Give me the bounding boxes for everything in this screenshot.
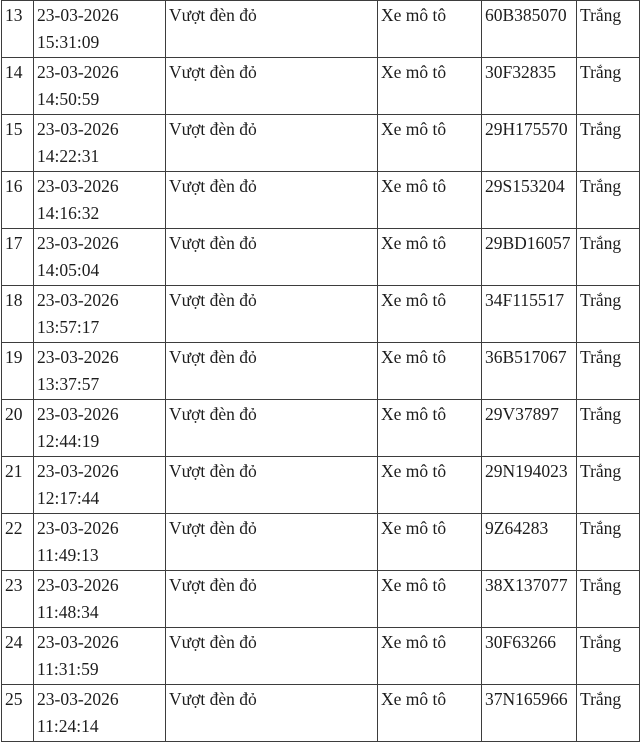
cell-vehicle-color: Trắng bbox=[577, 514, 640, 571]
cell-vehicle-color: Trắng bbox=[577, 343, 640, 400]
cell-violation: Vượt đèn đỏ bbox=[166, 58, 378, 115]
violation-time: 14:05:04 bbox=[37, 260, 100, 280]
cell-row-number: 13 bbox=[2, 1, 34, 58]
cell-license-plate: 29V37897 bbox=[482, 400, 577, 457]
cell-row-number: 22 bbox=[2, 514, 34, 571]
cell-vehicle-color: Trắng bbox=[577, 286, 640, 343]
cell-datetime bbox=[34, 685, 166, 742]
violation-time: 13:37:57 bbox=[37, 374, 100, 394]
cell-vehicle-type: Xe mô tô bbox=[378, 400, 482, 457]
violation-date: 23-03-2026 bbox=[37, 176, 119, 196]
cell-datetime bbox=[34, 343, 166, 400]
cell-vehicle-type: Xe mô tô bbox=[378, 286, 482, 343]
violation-time: 15:31:09 bbox=[37, 32, 100, 52]
cell-license-plate: 29BD16057 bbox=[482, 229, 577, 286]
cell-datetime bbox=[34, 514, 166, 571]
cell-datetime bbox=[34, 115, 166, 172]
cell-violation: Vượt đèn đỏ bbox=[166, 343, 378, 400]
cell-row-number: 23 bbox=[2, 571, 34, 628]
table-row bbox=[2, 571, 640, 628]
cell-datetime bbox=[34, 628, 166, 685]
cell-vehicle-color: Trắng bbox=[577, 229, 640, 286]
cell-vehicle-color: Trắng bbox=[577, 457, 640, 514]
cell-license-plate: 37N165966 bbox=[482, 685, 577, 742]
cell-row-number: 20 bbox=[2, 400, 34, 457]
cell-vehicle-type: Xe mô tô bbox=[378, 58, 482, 115]
table-row bbox=[2, 457, 640, 514]
table-row bbox=[2, 343, 640, 400]
cell-row-number: 15 bbox=[2, 115, 34, 172]
cell-violation: Vượt đèn đỏ bbox=[166, 229, 378, 286]
violation-date: 23-03-2026 bbox=[37, 461, 119, 481]
cell-vehicle-type: Xe mô tô bbox=[378, 115, 482, 172]
cell-row-number: 18 bbox=[2, 286, 34, 343]
violation-time: 11:49:13 bbox=[37, 545, 99, 565]
cell-vehicle-type: Xe mô tô bbox=[378, 514, 482, 571]
violation-time: 11:48:34 bbox=[37, 602, 99, 622]
violation-date: 23-03-2026 bbox=[37, 689, 119, 709]
cell-license-plate: 29S153204 bbox=[482, 172, 577, 229]
cell-datetime bbox=[34, 400, 166, 457]
cell-license-plate: 29H175570 bbox=[482, 115, 577, 172]
cell-datetime bbox=[34, 229, 166, 286]
table-row bbox=[2, 1, 640, 58]
violation-time: 12:17:44 bbox=[37, 488, 100, 508]
cell-datetime bbox=[34, 1, 166, 58]
cell-violation: Vượt đèn đỏ bbox=[166, 1, 378, 58]
cell-vehicle-type: Xe mô tô bbox=[378, 343, 482, 400]
violation-time: 13:57:17 bbox=[37, 317, 100, 337]
cell-violation: Vượt đèn đỏ bbox=[166, 115, 378, 172]
cell-violation: Vượt đèn đỏ bbox=[166, 571, 378, 628]
cell-violation: Vượt đèn đỏ bbox=[166, 685, 378, 742]
violation-date: 23-03-2026 bbox=[37, 62, 119, 82]
violation-time: 14:16:32 bbox=[37, 203, 100, 223]
violation-date: 23-03-2026 bbox=[37, 347, 119, 367]
cell-row-number: 21 bbox=[2, 457, 34, 514]
table-row bbox=[2, 514, 640, 571]
cell-row-number: 17 bbox=[2, 229, 34, 286]
cell-vehicle-type: Xe mô tô bbox=[378, 571, 482, 628]
violation-date: 23-03-2026 bbox=[37, 518, 119, 538]
violation-date: 23-03-2026 bbox=[37, 404, 119, 424]
cell-violation: Vượt đèn đỏ bbox=[166, 457, 378, 514]
cell-vehicle-type: Xe mô tô bbox=[378, 628, 482, 685]
cell-violation: Vượt đèn đỏ bbox=[166, 628, 378, 685]
cell-vehicle-type: Xe mô tô bbox=[378, 685, 482, 742]
table-row bbox=[2, 58, 640, 115]
cell-row-number: 25 bbox=[2, 685, 34, 742]
cell-vehicle-color: Trắng bbox=[577, 628, 640, 685]
cell-datetime bbox=[34, 58, 166, 115]
cell-datetime bbox=[34, 457, 166, 514]
cell-vehicle-color: Trắng bbox=[577, 400, 640, 457]
cell-row-number: 19 bbox=[2, 343, 34, 400]
cell-row-number: 14 bbox=[2, 58, 34, 115]
cell-vehicle-color: Trắng bbox=[577, 172, 640, 229]
violation-date: 23-03-2026 bbox=[37, 119, 119, 139]
cell-license-plate: 9Z64283 bbox=[482, 514, 577, 571]
cell-datetime bbox=[34, 286, 166, 343]
cell-violation: Vượt đèn đỏ bbox=[166, 514, 378, 571]
violation-date: 23-03-2026 bbox=[37, 233, 119, 253]
violation-time: 14:22:31 bbox=[37, 146, 100, 166]
cell-vehicle-color: Trắng bbox=[577, 571, 640, 628]
cell-datetime bbox=[34, 172, 166, 229]
cell-license-plate: 34F115517 bbox=[482, 286, 577, 343]
cell-violation: Vượt đèn đỏ bbox=[166, 400, 378, 457]
cell-violation: Vượt đèn đỏ bbox=[166, 172, 378, 229]
cell-license-plate: 30F63266 bbox=[482, 628, 577, 685]
cell-vehicle-type: Xe mô tô bbox=[378, 229, 482, 286]
table-row bbox=[2, 229, 640, 286]
violation-time: 14:50:59 bbox=[37, 89, 100, 109]
table-row bbox=[2, 628, 640, 685]
violation-date: 23-03-2026 bbox=[37, 632, 119, 652]
violation-time: 12:44:19 bbox=[37, 431, 100, 451]
cell-license-plate: 60B385070 bbox=[482, 1, 577, 58]
cell-row-number: 24 bbox=[2, 628, 34, 685]
violations-table bbox=[1, 0, 640, 742]
cell-vehicle-color: Trắng bbox=[577, 115, 640, 172]
cell-datetime bbox=[34, 571, 166, 628]
cell-vehicle-type: Xe mô tô bbox=[378, 457, 482, 514]
cell-vehicle-color: Trắng bbox=[577, 685, 640, 742]
violation-date: 23-03-2026 bbox=[37, 575, 119, 595]
table-row bbox=[2, 400, 640, 457]
violation-date: 23-03-2026 bbox=[37, 290, 119, 310]
violations-table-body bbox=[2, 1, 640, 742]
cell-vehicle-color: Trắng bbox=[577, 58, 640, 115]
table-row bbox=[2, 286, 640, 343]
violation-time: 11:31:59 bbox=[37, 659, 99, 679]
cell-license-plate: 38X137077 bbox=[482, 571, 577, 628]
cell-vehicle-color: Trắng bbox=[577, 1, 640, 58]
cell-license-plate: 30F32835 bbox=[482, 58, 577, 115]
cell-violation: Vượt đèn đỏ bbox=[166, 286, 378, 343]
table-row bbox=[2, 115, 640, 172]
cell-license-plate: 29N194023 bbox=[482, 457, 577, 514]
violation-time: 11:24:14 bbox=[37, 716, 99, 736]
cell-row-number: 16 bbox=[2, 172, 34, 229]
table-row bbox=[2, 172, 640, 229]
cell-vehicle-type: Xe mô tô bbox=[378, 1, 482, 58]
violation-date: 23-03-2026 bbox=[37, 5, 119, 25]
cell-license-plate: 36B517067 bbox=[482, 343, 577, 400]
cell-vehicle-type: Xe mô tô bbox=[378, 172, 482, 229]
table-row bbox=[2, 685, 640, 742]
